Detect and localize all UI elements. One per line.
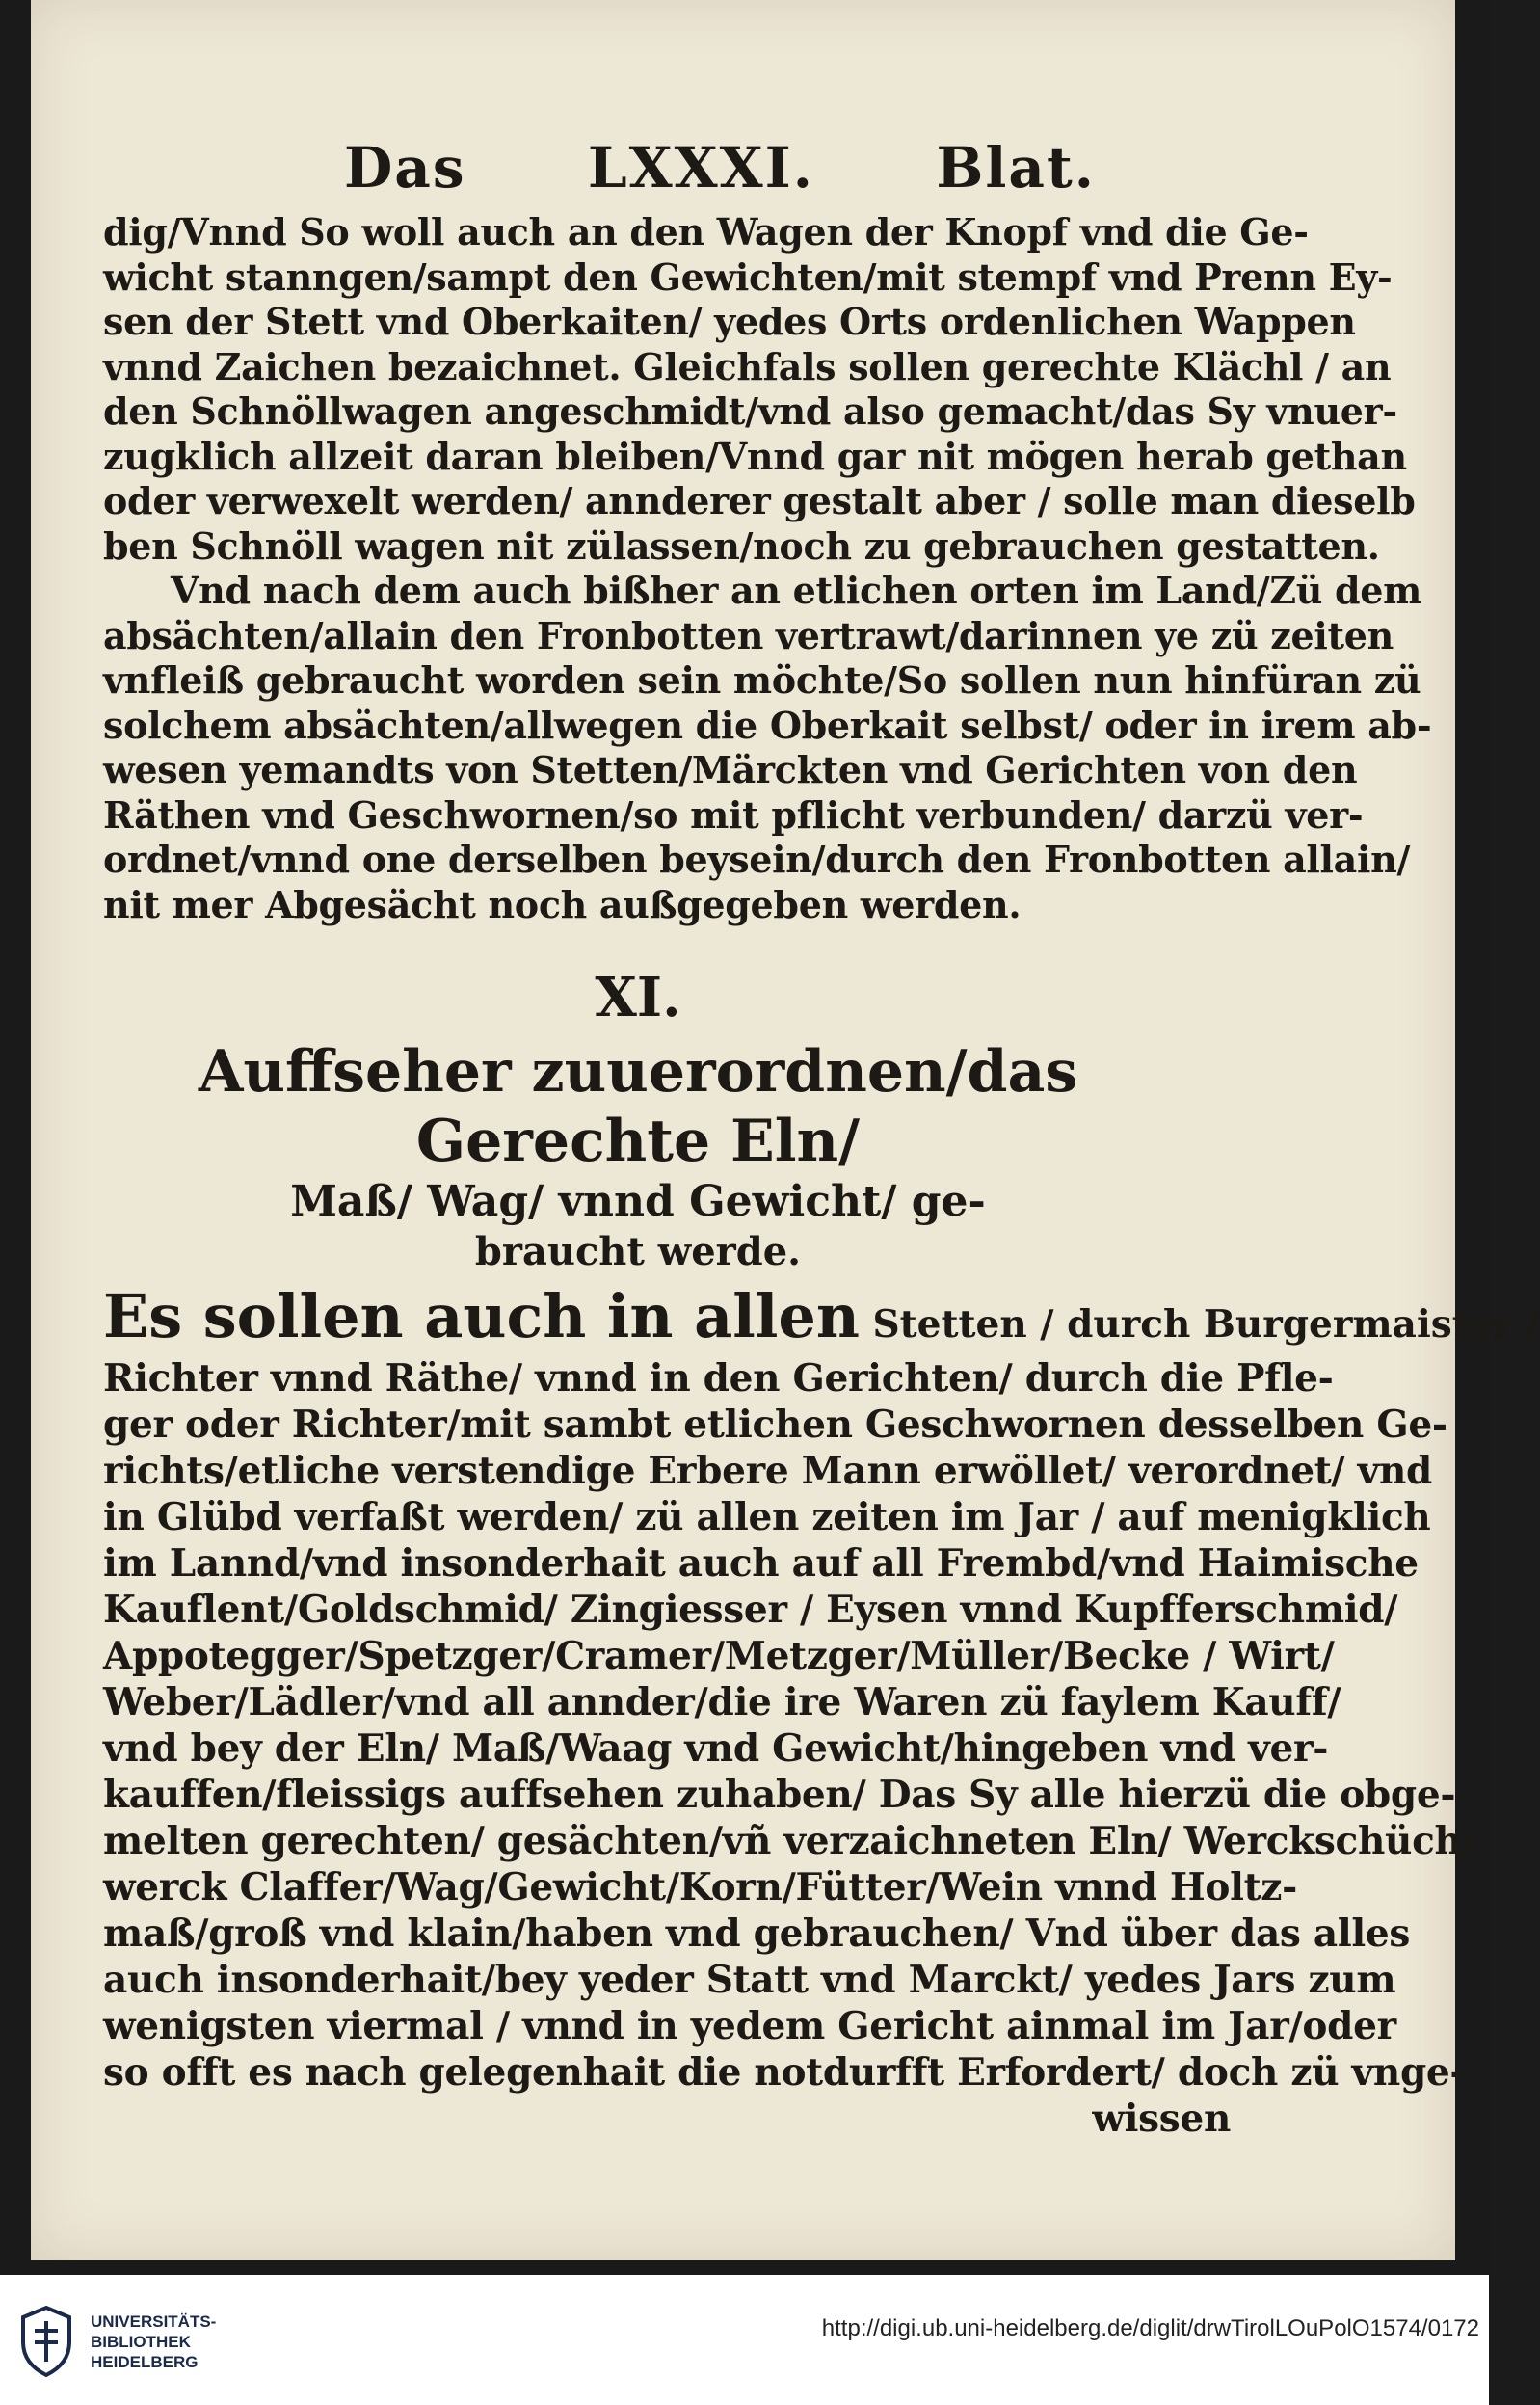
- permalink-url[interactable]: http://digi.ub.uni-heidelberg.de/diglit/drwTirolLOuPolO1574/0172: [821, 2315, 1479, 2341]
- text-line: ger oder Richter/mit sambt etlichen Geschwornen desselben Ge-: [103, 1403, 1447, 1447]
- section-title-line-2: Maß/ Wag/ vnnd Gewicht/ ge-: [290, 1177, 986, 1226]
- section-first-line-rest: Stetten / durch Burgermaister /: [872, 1302, 1540, 1347]
- book-page: [31, 0, 1540, 2260]
- header-left: Das: [344, 135, 466, 200]
- catchword: wissen: [1092, 2097, 1231, 2141]
- header-folio: LXXXI.: [587, 135, 814, 200]
- text-line: vnfleiß gebraucht worden sein möchte/So sollen nun hinfüran zü: [103, 658, 1421, 702]
- text-line: kauffen/fleissigs auffsehen zuhaben/ Das Sy alle hierzü die obge-: [103, 1773, 1456, 1817]
- text-line: auch insonderhait/bey yeder Statt vnd Marckt/ yedes Jars zum: [103, 1958, 1396, 2002]
- section-first-line: [103, 1281, 1540, 1355]
- text-line: Vnd nach dem auch bißher an etlichen orten im Land/Zü dem: [171, 569, 1422, 612]
- text-line: melten gerechten/ gesächten/vñ verzaichneten Eln/ Werckschüch/: [103, 1819, 1475, 1863]
- text-line: richts/etliche verstendige Erbere Mann erwöllet/ verordnet/ vnd: [103, 1449, 1433, 1493]
- text-line: sen der Stett vnd Oberkaiten/ yedes Orts ordenlichen Wappen: [103, 300, 1356, 343]
- text-line: wicht stanngen/sampt den Gewichten/mit stempf vnd Prenn Ey-: [103, 254, 1393, 299]
- text-line: so offt es nach gelegenhait die notdurfft Erfordert/ doch zü vnge-: [103, 2050, 1466, 2095]
- library-logo[interactable]: [17, 2304, 216, 2379]
- library-seal-icon: [17, 2304, 75, 2379]
- text-line: dig/Vnnd So woll auch an den Wagen der Knopf vnd die Ge-: [103, 210, 1309, 254]
- text-line: oder verwexelt werden/ annderer gestalt aber / solle man dieselb: [103, 479, 1416, 522]
- logo-line-2: BIBLIOTHEK: [91, 2332, 191, 2351]
- text-line: maß/groß vnd klain/haben vnd gebrauchen/ Vnd über das alles: [103, 1911, 1411, 1956]
- text-line: den Schnöllwagen angeschmidt/vnd also gemacht/das Sy vnuer-: [103, 389, 1397, 433]
- text-line: Kauflent/Goldschmid/ Zingiesser / Eysen vnnd Kupfferschmid/: [103, 1588, 1398, 1632]
- text-line: solchem absächten/allwegen die Oberkait selbst/ oder in irem ab-: [103, 703, 1432, 747]
- section-title-line-1: Auffseher zuuerordnen/das Gerechte Eln/: [198, 1038, 1078, 1175]
- text-line: Räthen vnd Geschwornen/so mit pflicht verbunden/ darzü ver-: [103, 792, 1364, 837]
- text-line: in Glübd verfaßt werden/ zü allen zeiten im Jar / auf menigklich: [103, 1495, 1431, 1539]
- section-incipit: Es sollen auch in allen: [103, 1281, 860, 1351]
- page-text: [103, 135, 1540, 2142]
- text-line: nit mer Abgesächt noch außgegeben werden.: [103, 882, 1022, 926]
- viewer-footer: [0, 2275, 1489, 2405]
- library-name: [91, 2311, 216, 2372]
- text-line: ordnet/vnnd one derselben beysein/durch den Fronbotten allain/: [103, 838, 1411, 881]
- text-line: wesen yemandts von Stetten/Märckten vnd Gerichten von den: [103, 748, 1358, 791]
- paragraph-2: [103, 569, 1432, 927]
- section-title-line-3: braucht werde.: [474, 1229, 802, 1274]
- logo-line-3: HEIDELBERG: [91, 2352, 199, 2371]
- section-body: [103, 1281, 1540, 2142]
- running-header: [344, 135, 1096, 200]
- text-line: vnnd Zaichen bezaichnet. Gleichfals sollen gerechte Klächl / an: [103, 344, 1392, 388]
- section-numeral: XI.: [595, 966, 681, 1029]
- header-right: Blat.: [936, 135, 1096, 200]
- text-line: wenigsten viermal / vnnd in yedem Gericht ainmal im Jar/oder: [103, 2004, 1396, 2048]
- text-line: zugklich allzeit daran bleiben/Vnnd gar nit mögen herab gethan: [103, 434, 1407, 478]
- text-line: im Lannd/vnd insonderhait auch auf all Frembd/vnd Haimische: [103, 1541, 1419, 1586]
- logo-line-1: UNIVERSITÄTS-: [91, 2311, 217, 2331]
- text-line: Appotegger/Spetzger/Cramer/Metzger/Müller/Becke / Wirt/: [103, 1634, 1335, 1678]
- paragraph-1: [103, 210, 1416, 569]
- text-line: Weber/Lädler/vnd all annder/die ire Waren zü faylem Kauff/: [103, 1680, 1341, 1724]
- text-line: werck Claffer/Wag/Gewicht/Korn/Fütter/Wein vnnd Holtz-: [103, 1865, 1298, 1910]
- text-line: absächten/allain den Fronbotten vertrawt/darinnen ye zü zeiten: [103, 613, 1394, 657]
- text-line: vnd bey der Eln/ Maß/Waag vnd Gewicht/hingeben vnd ver-: [103, 1726, 1329, 1771]
- text-line: ben Schnöll wagen nit zülassen/noch zu gebrauchen gestatten.: [103, 523, 1380, 568]
- text-line: Richter vnnd Räthe/ vnnd in den Gerichten/ durch die Pfle-: [103, 1356, 1334, 1401]
